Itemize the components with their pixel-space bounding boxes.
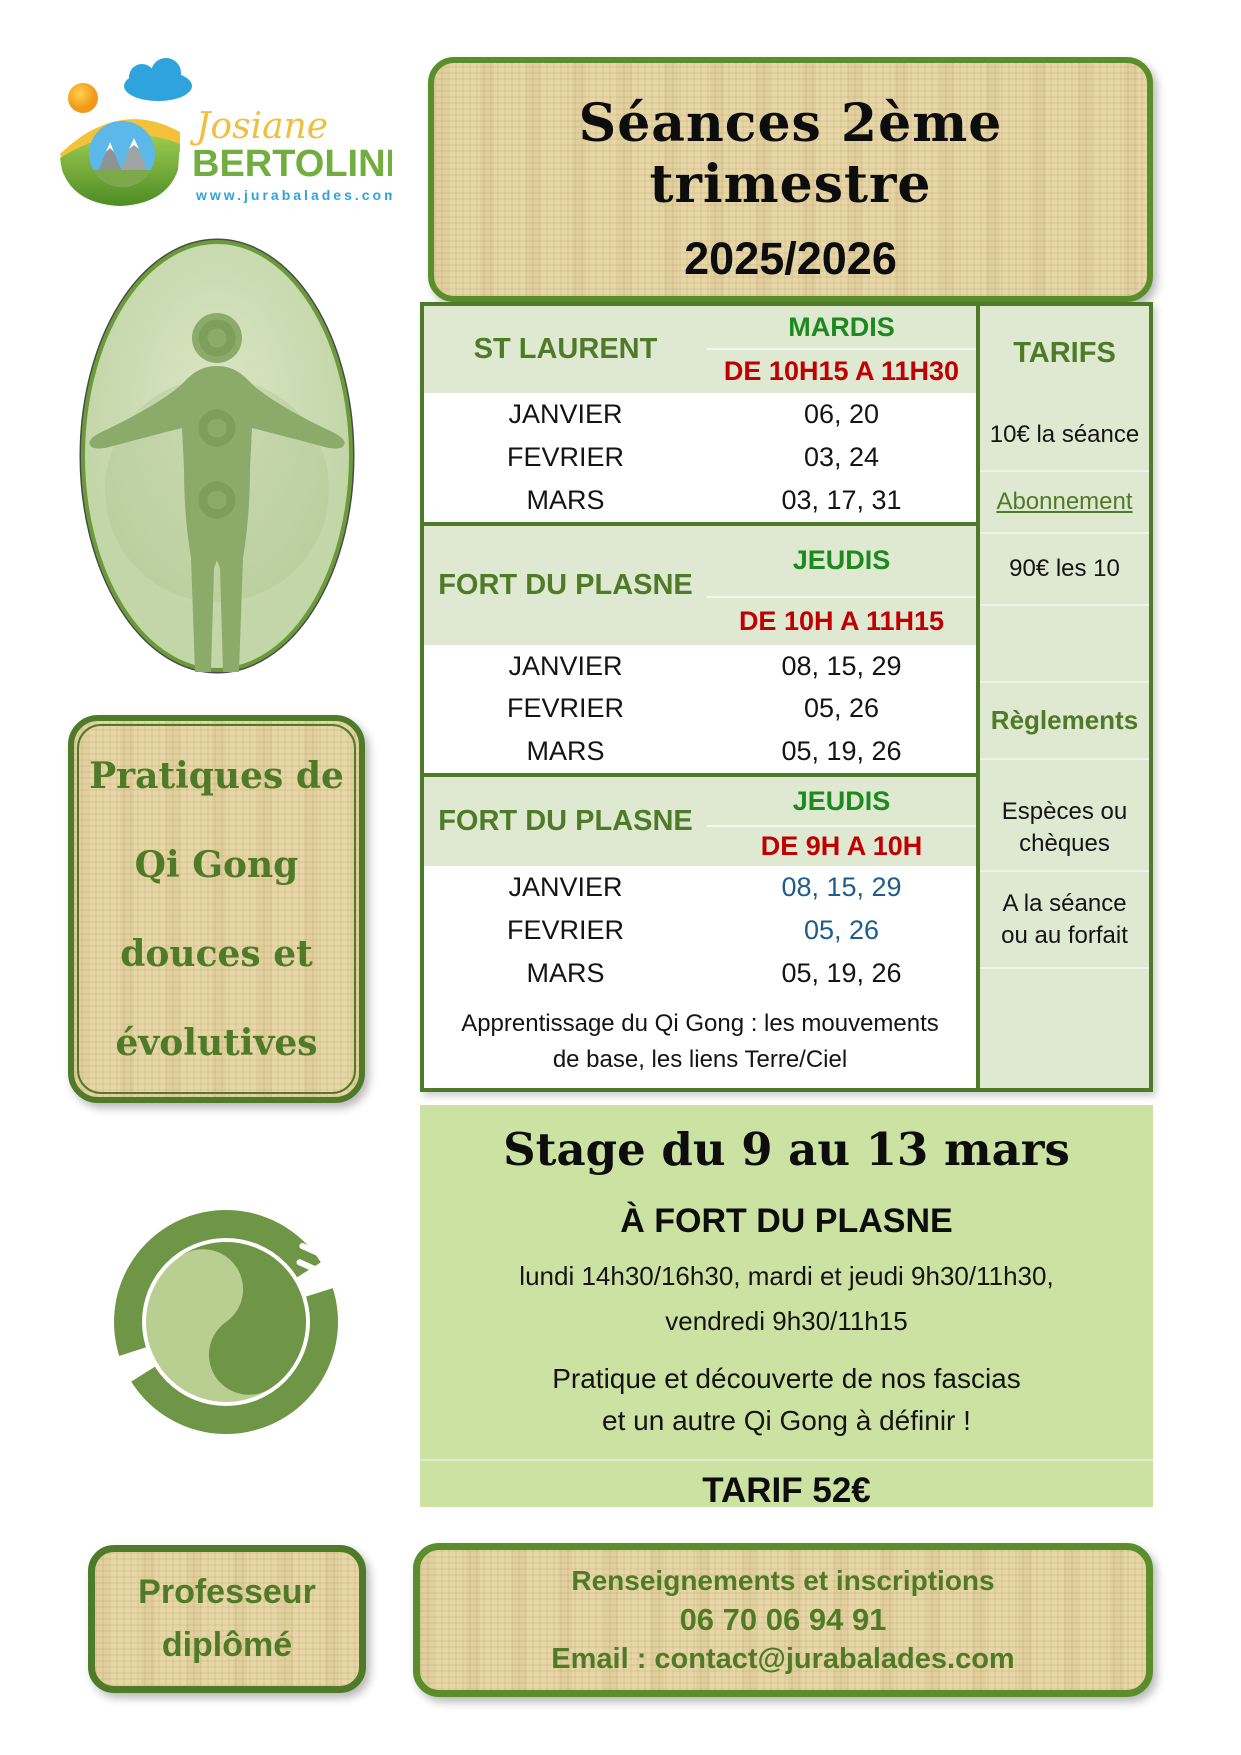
dates-value: 05, 19, 26 bbox=[781, 736, 902, 767]
stage-schedule-line2: vendredi 9h30/11h15 bbox=[665, 1306, 908, 1336]
location-label: FORT DU PLASNE bbox=[438, 805, 693, 838]
stage-schedule-line1: lundi 14h30/16h30, mardi et jeudi 9h30/11h30, bbox=[519, 1261, 1054, 1291]
schedule-row bbox=[424, 730, 976, 773]
schedule-row bbox=[424, 393, 976, 436]
subscription-price: 90€ les 10 bbox=[980, 534, 1149, 606]
schedule-row bbox=[424, 866, 976, 909]
dates-value: 05, 19, 26 bbox=[781, 958, 902, 989]
practice-line1: Pratiques de bbox=[89, 754, 344, 797]
page-subtitle-years: 2025/2026 bbox=[684, 233, 897, 284]
yin-yang-hands-icon bbox=[98, 1186, 354, 1456]
stage-title: Stage du 9 au 13 mars bbox=[503, 1123, 1070, 1176]
location-label: FORT DU PLASNE bbox=[438, 568, 693, 601]
dates-value: 05, 26 bbox=[803, 693, 880, 724]
dates-value: 05, 26 bbox=[803, 915, 880, 946]
schedule-note bbox=[424, 995, 976, 1088]
month-label: JANVIER bbox=[508, 872, 623, 903]
page-title: Séances 2ème trimestre bbox=[578, 93, 1003, 215]
dates-value: 08, 15, 29 bbox=[781, 650, 902, 681]
yin-yang-hands bbox=[98, 1186, 354, 1456]
qi-gong-figure bbox=[78, 238, 356, 674]
month-label: FEVRIER bbox=[506, 915, 625, 946]
contact-email: Email : contact@jurabalades.com bbox=[551, 1642, 1015, 1675]
schedule-table bbox=[420, 302, 1153, 1092]
jurabalades-logo bbox=[56, 58, 392, 210]
dates-value: 06, 20 bbox=[803, 398, 880, 429]
stage-description-line2: et un autre Qi Gong à définir ! bbox=[602, 1405, 971, 1436]
time-label: DE 10H A 11H15 bbox=[738, 605, 945, 636]
brand-website: www.jurabalades.com bbox=[196, 187, 392, 203]
schedule-row bbox=[424, 645, 976, 688]
day-label: MARDIS bbox=[707, 306, 976, 350]
dates-value: 03, 24 bbox=[803, 441, 880, 472]
day-label: JEUDIS bbox=[707, 526, 976, 598]
title-box bbox=[428, 57, 1153, 302]
schedule-row bbox=[424, 436, 976, 479]
day-label: JEUDIS bbox=[707, 777, 976, 827]
schedule-column bbox=[424, 306, 976, 1088]
stage-location: À FORT DU PLASNE bbox=[620, 1202, 953, 1240]
month-label: MARS bbox=[526, 736, 605, 767]
schedule-note-line1: Apprentissage du Qi Gong : les mouvements bbox=[461, 1009, 939, 1037]
schedule-block-st-laurent-header bbox=[424, 306, 976, 393]
practice-line3: douces et bbox=[120, 932, 313, 975]
month-label: JANVIER bbox=[508, 398, 623, 429]
price-single: 10€ la séance bbox=[980, 400, 1149, 472]
stage-box bbox=[420, 1105, 1153, 1510]
payment-methods: Espèces ou chèques bbox=[980, 785, 1149, 872]
contact-phone: 06 70 06 94 91 bbox=[679, 1601, 887, 1637]
contact-heading: Renseignements et inscriptions bbox=[571, 1564, 995, 1596]
month-label: FEVRIER bbox=[506, 441, 625, 472]
jurabalades-logo-icon bbox=[56, 58, 392, 210]
payments-title: Règlements bbox=[980, 683, 1149, 760]
brand-last-name: BERTOLINI bbox=[192, 143, 392, 185]
schedule-block-fort-du-plasne-10h-header bbox=[424, 522, 976, 645]
time-label: DE 9H A 10H bbox=[760, 831, 923, 862]
sun-icon bbox=[68, 83, 98, 113]
tarifs-spacer bbox=[980, 606, 1149, 683]
contact-box bbox=[413, 1543, 1153, 1697]
subscription-label: Abonnement bbox=[980, 472, 1149, 534]
practice-line2: Qi Gong bbox=[134, 843, 299, 886]
schedule-row bbox=[424, 952, 976, 995]
tarifs-title: TARIFS bbox=[1013, 336, 1116, 369]
professor-line1: Professeur bbox=[138, 1573, 316, 1611]
schedule-block-fort-du-plasne-9h-header bbox=[424, 773, 976, 866]
schedule-row bbox=[424, 909, 976, 952]
month-label: MARS bbox=[526, 484, 605, 515]
tarifs-spacer bbox=[980, 760, 1149, 785]
tarifs-column bbox=[976, 306, 1149, 1088]
schedule-row bbox=[424, 687, 976, 730]
stage-price: TARIF 52€ bbox=[420, 1459, 1153, 1511]
schedule-note-line2: de base, les liens Terre/Ciel bbox=[552, 1045, 848, 1073]
professor-line2: diplômé bbox=[161, 1626, 293, 1664]
time-label: DE 10H15 A 11H30 bbox=[723, 356, 960, 387]
practice-box bbox=[68, 715, 365, 1103]
month-label: MARS bbox=[526, 958, 605, 989]
practice-line4: évolutives bbox=[115, 1021, 318, 1064]
dates-value: 08, 15, 29 bbox=[781, 872, 902, 903]
payment-modes: A la séance ou au forfait bbox=[980, 872, 1149, 969]
month-label: JANVIER bbox=[508, 650, 623, 681]
professor-box bbox=[88, 1545, 366, 1693]
brand-first-name: Josiane bbox=[196, 106, 329, 147]
stage-description-line1: Pratique et découverte de nos fascias bbox=[552, 1363, 1021, 1394]
cloud-icon bbox=[124, 58, 192, 101]
qi-gong-figure-icon bbox=[78, 238, 356, 674]
schedule-row bbox=[424, 479, 976, 522]
location-label: ST LAURENT bbox=[473, 332, 658, 365]
dates-value: 03, 17, 31 bbox=[781, 484, 902, 515]
month-label: FEVRIER bbox=[506, 693, 625, 724]
